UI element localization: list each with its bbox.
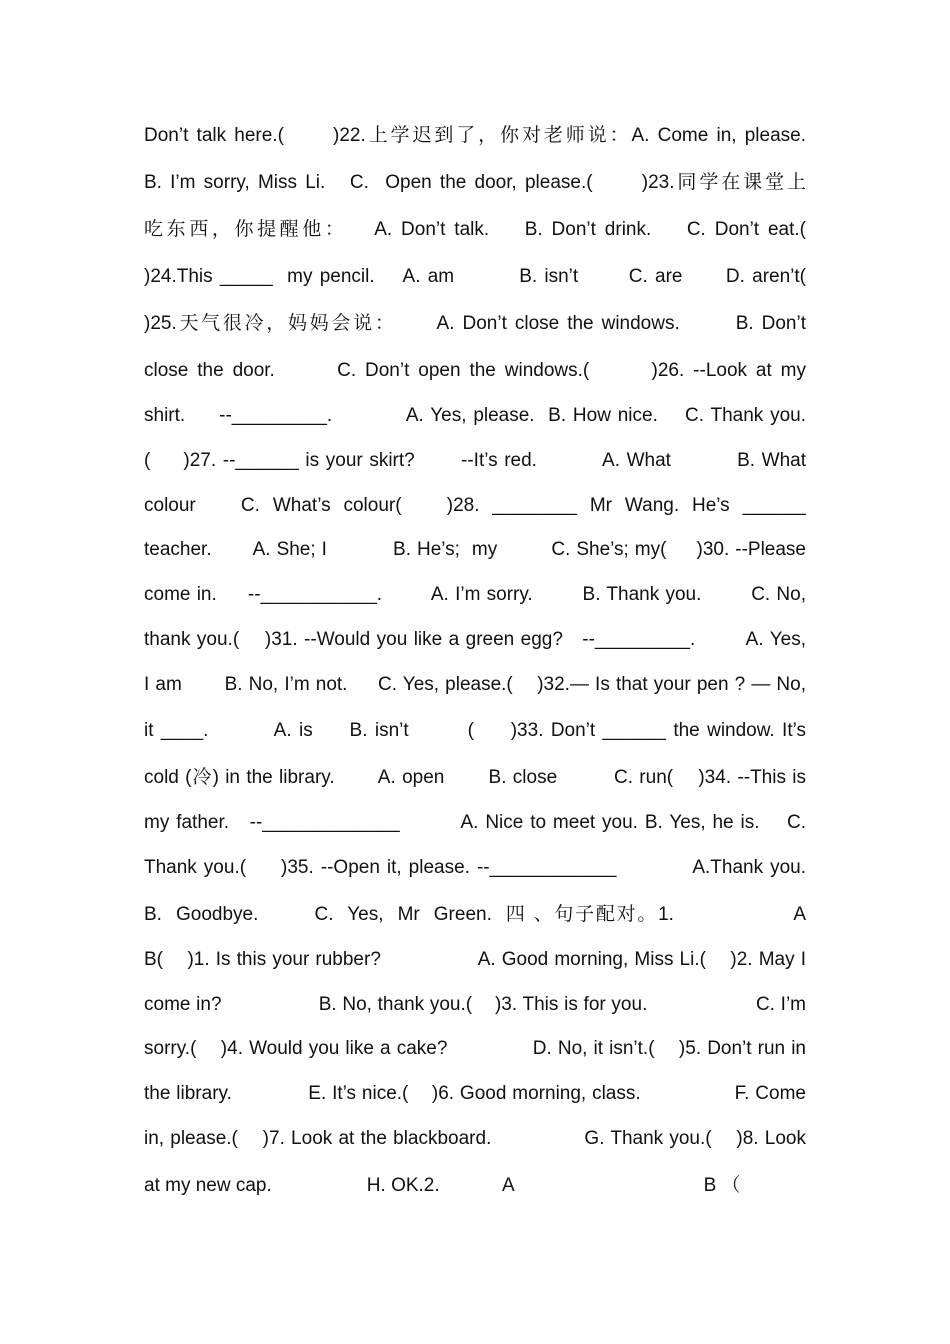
- text-line: come in. --___________. A. I’m sorry. B. Thank you. C. No,: [144, 584, 806, 605]
- text-line: my father. --_____________ A. Nice to meet you. B. Yes, he is. C.: [144, 812, 806, 833]
- text-line: B. I’m sorry, Miss Li. C. Open the door, please.( )23.同学在课堂上: [144, 172, 806, 193]
- text-line: come in? B. No, thank you.( )3. This is for you. C. I’m: [144, 994, 806, 1015]
- text-line: the library. E. It’s nice.( )6. Good morning, class. F. Come: [144, 1083, 806, 1104]
- text-line: thank you.( )31. --Would you like a green egg? --_________. A. Yes,: [144, 629, 806, 650]
- text-line: )24.This _____ my pencil. A. am B. isn’t C. are D. aren’t(: [144, 266, 806, 287]
- text-line: 吃东西，你提醒他： A. Don’t talk. B. Don’t drink. C. Don’t eat.(: [144, 219, 806, 240]
- text-line: in, please.( )7. Look at the blackboard. G. Thank you.( )8. Look: [144, 1128, 806, 1149]
- text-line: at my new cap. H. OK.2. A B （: [144, 1175, 741, 1196]
- text-line: Don’t talk here.( )22.上学迟到了，你对老师说：A. Come in, please.: [144, 125, 806, 146]
- text-line: colour C. What’s colour( )28. ________ Mr Wang. He’s ______: [144, 495, 806, 516]
- text-line: shirt. --_________. A. Yes, please. B. How nice. C. Thank you.: [144, 405, 806, 426]
- text-line: B( )1. Is this your rubber? A. Good morning, Miss Li.( )2. May I: [144, 949, 806, 970]
- text-line: B. Goodbye. C. Yes, Mr Green. 四 、句子配对。1. A: [144, 904, 806, 925]
- text-line: )25.天气很冷，妈妈会说： A. Don’t close the windows. B. Don’t: [144, 313, 806, 334]
- text-line: cold (冷) in the library. A. open B. close C. run( )34. --This is: [144, 767, 806, 788]
- text-line: it ____. A. is B. isn’t ( )33. Don’t ______ the window. It’s: [144, 720, 806, 741]
- text-line: Thank you.( )35. --Open it, please. --____________ A.Thank you.: [144, 857, 806, 878]
- text-line: ( )27. --______ is your skirt? --It’s red. A. What B. What: [144, 450, 806, 471]
- text-line: sorry.( )4. Would you like a cake? D. No, it isn’t.( )5. Don’t run in: [144, 1038, 806, 1059]
- text-line: close the door. C. Don’t open the windows.( )26. --Look at my: [144, 360, 806, 381]
- text-line: I am B. No, I’m not. C. Yes, please.( )32.— Is that your pen ? — No,: [144, 674, 806, 695]
- text-line: teacher. A. She; I B. He’s; my C. She’s; my( )30. --Please: [144, 539, 806, 560]
